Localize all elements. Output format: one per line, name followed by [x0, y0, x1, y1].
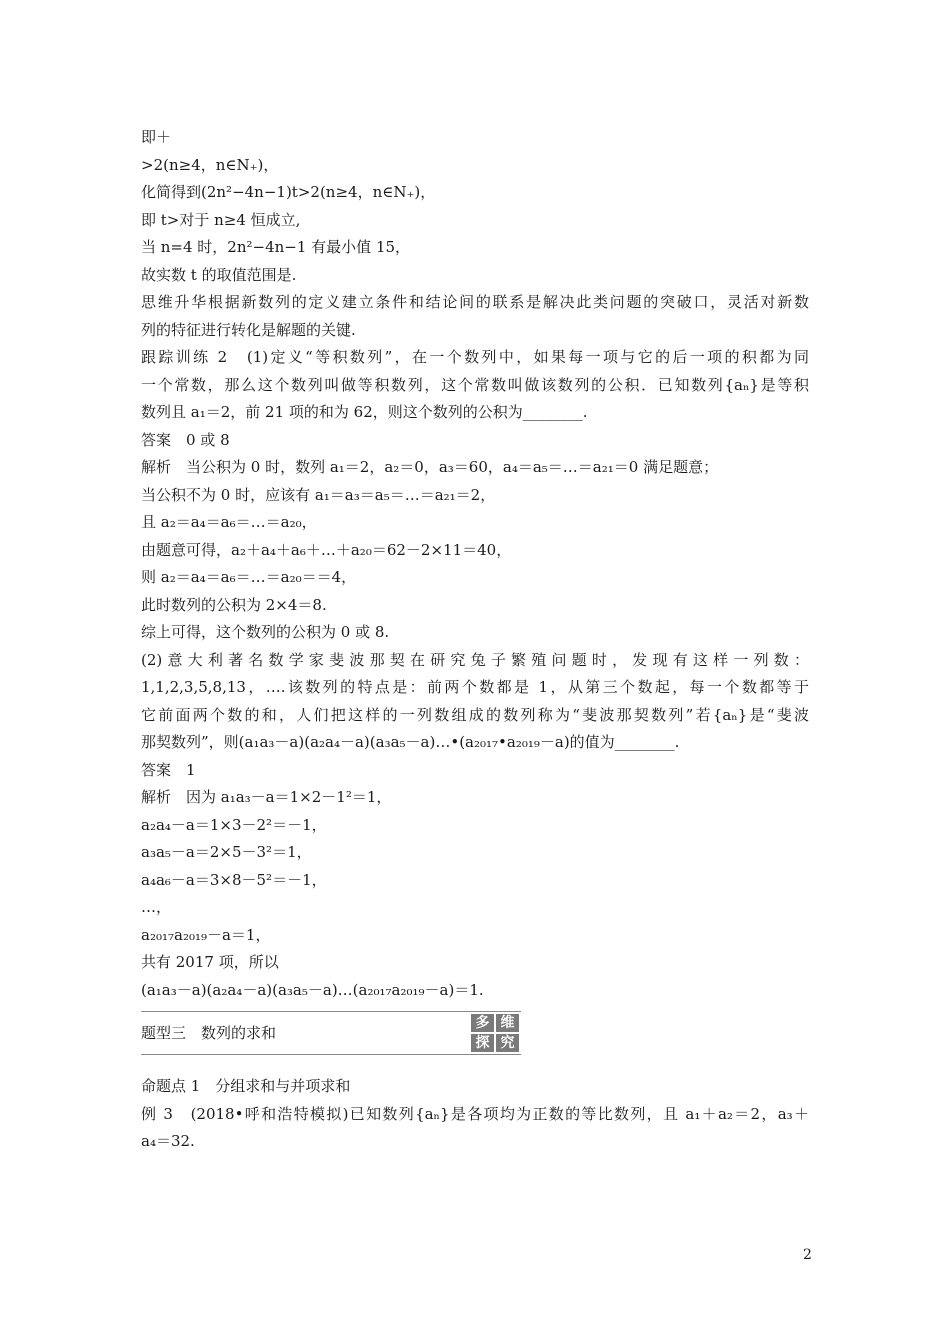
- text-line: 那契数列”，则(a₁a₃－a)(a₂a₄－a)(a₃a₅－a)…•(a₂₀₁₇•a₂₀₁₉－a)的值为________.: [141, 733, 680, 751]
- text-line: 命题点 1 分组求和与并项求和: [141, 1077, 351, 1095]
- text-line: a₄＝32.: [141, 1132, 195, 1150]
- text-line: 思维升华根据新数列的定义建立条件和结论间的联系是解决此类问题的突破口，灵活对新数: [141, 293, 809, 311]
- text-block-example: [141, 1073, 809, 1156]
- text-line: 它前面两个数的和，人们把这样的一列数组成的数列称为“斐波那契数列”若{aₙ}是“斐波: [141, 705, 809, 724]
- text-line: a₂₀₁₇a₂₀₁₉－a＝1，: [141, 925, 271, 944]
- text-line: 即＋: [141, 128, 172, 146]
- text-line: a₂a₄－a＝1×3－2²＝－1，: [141, 815, 327, 834]
- section-header: [141, 1011, 521, 1055]
- text-line: 列的特征进行转化是解题的关键.: [141, 320, 356, 339]
- text-line: 则 a₂＝a₄＝a₆＝…＝a₂₀＝＝4，: [141, 568, 357, 586]
- text-line: 此时数列的公积为 2×4＝8.: [141, 595, 327, 614]
- text-line: 答案 1: [141, 760, 196, 779]
- text-line: 1,1,2,3,5,8,13，….该数列的特点是：前两个数都是 1，从第三个数起，每一个数都等于: [141, 678, 809, 696]
- badge-char: 究: [496, 1034, 519, 1052]
- text-line: a₄a₆－a＝3×8－5²＝－1，: [141, 870, 327, 889]
- text-line: 共有 2017 项，所以: [141, 953, 279, 971]
- text-line: 化简得到(2n²−4n−1)t>2(n≥4，n∈N₊)，: [141, 183, 436, 201]
- badge-char: 多: [471, 1014, 494, 1032]
- text-line: 例 3 (2018•呼和浩特模拟)已知数列{aₙ}是各项均为正数的等比数列，且 a₁＋a₂＝2，a₃＋: [141, 1104, 809, 1123]
- badge-char: 探: [471, 1034, 494, 1052]
- text-line: 跟踪训练 2 (1)定义“等积数列”，在一个数列中，如果每一项与它的后一项的积都为同: [141, 348, 809, 366]
- section-title: 题型三 数列的求和: [141, 1024, 277, 1042]
- text-block-solution: [141, 124, 809, 1004]
- text-line: >2(n≥4，n∈N₊)，: [141, 155, 279, 174]
- text-line: 一个常数，那么这个数列叫做等积数列，这个常数叫做该数列的公积．已知数列{aₙ}是等积: [141, 375, 809, 394]
- text-line: a₃a₅－a＝2×5－3²＝1，: [141, 843, 312, 861]
- page-content: [141, 124, 809, 1156]
- text-line: 即 t>对于 n≥4 恒成立,: [141, 210, 301, 229]
- section-badge: [471, 1014, 519, 1052]
- text-line: 解析 当公积为 0 时，数列 a₁＝2，a₂＝0，a₃＝60，a₄＝a₅＝…＝a₂₁＝0 满足题意；: [141, 458, 719, 476]
- badge-char: 维: [496, 1014, 519, 1032]
- text-line: 综上可得，这个数列的公积为 0 或 8.: [141, 623, 390, 641]
- text-line: 答案 0 或 8: [141, 430, 230, 449]
- text-line: 且 a₂＝a₄＝a₆＝…＝a₂₀，: [141, 513, 317, 531]
- text-line: 故实数 t 的取值范围是.: [141, 265, 297, 284]
- text-line: (a₁a₃－a)(a₂a₄－a)(a₃a₅－a)…(a₂₀₁₇a₂₀₁₉－a)＝1.: [141, 980, 484, 999]
- text-line: …，: [141, 898, 172, 916]
- text-line: 当 n=4 时，2n²−4n−1 有最小值 15，: [141, 238, 411, 256]
- page-number: 2: [803, 1247, 812, 1263]
- text-line: 由题意可得，a₂＋a₄＋a₆＋…＋a₂₀＝62－2×11＝40，: [141, 540, 512, 559]
- text-line: 数列且 a₁＝2，前 21 项的和为 62，则这个数列的公积为________.: [141, 403, 588, 421]
- text-line: 当公积不为 0 时，应该有 a₁＝a₃＝a₅＝…＝a₂₁＝2，: [141, 485, 496, 504]
- text-line: 解析 因为 a₁a₃－a＝1×2－1²＝1，: [141, 788, 392, 806]
- text-line: (2)意大利著名数学家斐波那契在研究兔子繁殖问题时，发现有这样一列数：: [141, 650, 809, 669]
